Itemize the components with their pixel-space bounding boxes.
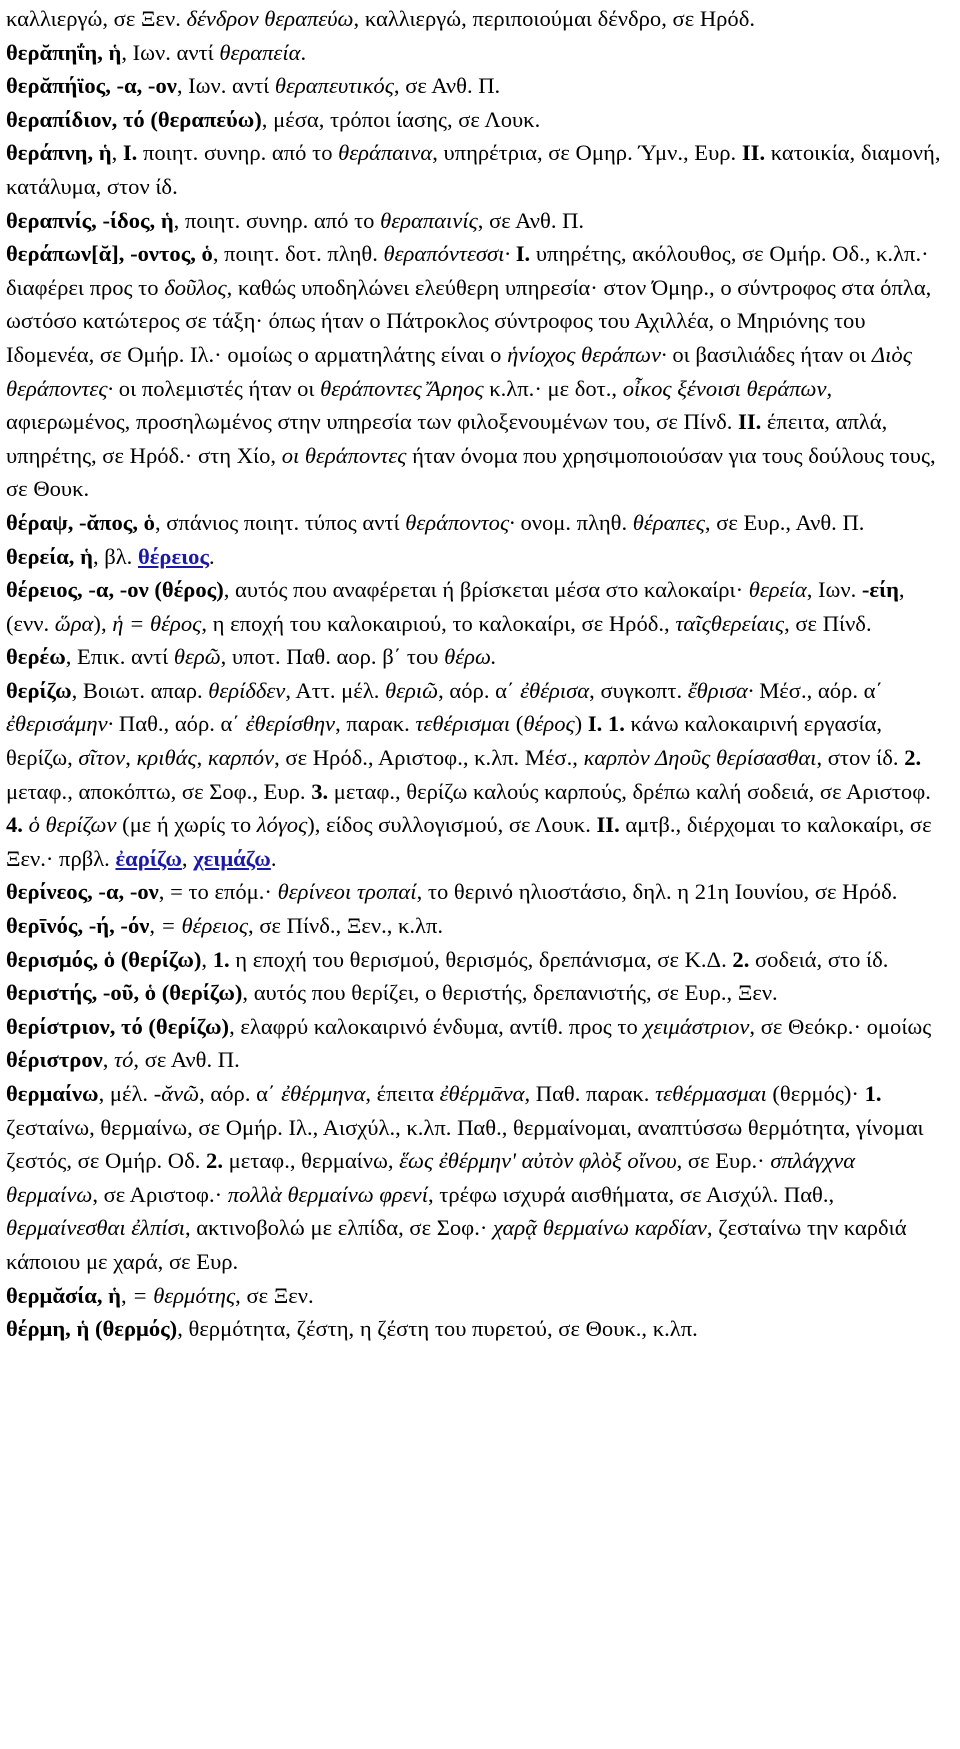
dictionary-entry: [6, 640, 948, 674]
entry-text: , ελαφρύ καλοκαιρινό ένδυμα, αντίθ. προς το: [229, 1013, 644, 1039]
dictionary-entry: [6, 204, 948, 238]
entry-headword: II.: [738, 409, 762, 435]
entry-italic-text: δένδρον θεραπεύω: [186, 6, 354, 31]
entry-italic-text: ἐθέρισα: [520, 677, 590, 703]
entry-italic-text: ἡνίοχος θεράπων·: [507, 341, 667, 367]
entry-headword: θέρειος, -α, -ον: [6, 577, 149, 603]
entry-text: , καλλιεργώ, περιποιούμαι δένδρο, σε Ηρόδ.: [353, 6, 756, 31]
entry-text: .: [300, 39, 307, 65]
dictionary-entry: [6, 540, 948, 574]
entry-text: , μέσα, τρόποι ίασης, σε Λουκ.: [261, 106, 541, 132]
entry-text: , (ενν.: [6, 577, 905, 636]
entry-text: , σε Πίνδ.: [784, 610, 872, 636]
entry-italic-text: θεριῶ: [385, 677, 439, 703]
cross-reference-link[interactable]: θέρειος: [137, 543, 210, 569]
entry-text: , σπάνιος ποιητ. τύπος αντί: [154, 509, 406, 535]
entry-headword: I.: [122, 140, 138, 166]
entry-text: , σε Πίνδ., Ξεν., κ.λπ.: [248, 913, 444, 939]
entry-headword: II.: [596, 812, 620, 838]
entry-italic-text: δοῦλος: [164, 274, 227, 300]
entry-headword: θεράπων[ᾰ], -οντος, ὁ: [6, 241, 213, 267]
entry-italic-text: θέρος: [523, 711, 575, 737]
entry-headword: 2.: [904, 745, 922, 771]
entry-text: , θερμότητα, ζέστη, η ζέστη του πυρετού, σε Θουκ., κ.λπ.: [177, 1316, 698, 1342]
entry-headword: θέραψ, -ᾰπος, ὁ: [6, 509, 155, 535]
entry-text: ,: [196, 745, 208, 771]
entry-text: , Βοιωτ. απαρ.: [71, 677, 209, 703]
entry-text: , σε Ανθ. Π.: [393, 73, 501, 99]
entry-text: , ποιητ. δοτ. πληθ.: [212, 241, 384, 267]
entry-text: , στον ίδ.: [816, 745, 905, 771]
entry-text: .: [270, 845, 277, 871]
entry-italic-text: οι θεράποντες: [281, 442, 407, 468]
entry-text: ζεσταίνω, θερμαίνω, σε Ομήρ. Ιλ., Αισχύλ., κ.λπ. Παθ., θερμαίνομαι, αναπτύσσω θερμότητα, γίνομαι ζεστός, σε Ομήρ. Οδ.: [6, 1114, 924, 1174]
entry-headword: θερεία, ἡ: [6, 543, 93, 569]
entry-text: .: [209, 543, 215, 569]
entry-italic-text: ὁ θερίζων: [28, 812, 117, 838]
entry-headword: θερῑνός, -ή, -όν: [6, 913, 150, 939]
entry-italic-text: ἐθερίσθην: [245, 711, 336, 737]
entry-text: υπηρέτης, ακόλουθος, σε Ομήρ. Οδ., κ.λπ.· διαφέρει προς το: [6, 241, 929, 300]
entry-headword: 1.: [864, 1081, 882, 1106]
dictionary-entry: [6, 1279, 948, 1313]
dictionary-entry: [6, 943, 948, 977]
dictionary-entry: [6, 976, 948, 1010]
entry-headword: (θερμός): [94, 1316, 178, 1342]
entry-text: , η εποχή του καλοκαιριού, το καλοκαίρι, σε Ηρόδ.,: [201, 610, 676, 636]
entry-text: ,: [201, 946, 213, 972]
entry-italic-text: σῖτον: [78, 745, 126, 771]
dictionary-entry: [6, 136, 948, 203]
dictionary-entry: [6, 506, 948, 540]
entry-italic-text: = θερμότης: [132, 1282, 236, 1308]
entry-text: οι πολεμιστές ήταν οι: [113, 375, 321, 401]
dictionary-entry: [6, 237, 948, 506]
entry-text: Παθ., αόρ. α΄: [113, 711, 246, 737]
dictionary-entry: [6, 875, 948, 909]
entry-text: ,: [125, 745, 137, 771]
entry-text: (: [510, 711, 524, 737]
entry-italic-text: θεραπεία: [219, 39, 301, 65]
dictionary-entry: [6, 1312, 948, 1346]
entry-text: , σε Ανθ. Π.: [133, 1047, 240, 1073]
entry-italic-text: θεραπαινίς: [380, 207, 478, 233]
entry-text: , αφιερωμένος, προσηλωμένος στην υπηρεσία των φιλοξενουμένων του, σε Πίνδ.: [6, 375, 833, 435]
entry-italic-text: θέρω.: [444, 644, 497, 670]
entry-headword: (θερίζω): [148, 1013, 230, 1039]
entry-text: , αυτός που θερίζει, ο θεριστής, δρεπανιστής, σε Ευρ., Ξεν.: [242, 980, 778, 1006]
entry-text: , μέλ.: [98, 1081, 154, 1106]
entry-headword: θεραπνίς, -ίδος, ἡ: [6, 207, 174, 233]
entry-italic-text: θεραπευτικός: [274, 73, 394, 99]
cross-reference-link[interactable]: ἐαρίζω: [115, 845, 182, 871]
entry-headword: I.: [515, 241, 531, 267]
entry-text: , σε Θεόκρ.· ομοίως: [749, 1013, 932, 1039]
entry-headword: θεράπνη, ἡ: [6, 140, 112, 166]
entry-italic-text: ἐθέρμᾱνα: [439, 1081, 525, 1106]
entry-text: μεταφ., θερίζω καλούς καρπούς, δρέπω καλή σοδειά, σε Αριστοφ.: [328, 778, 931, 804]
entry-text: ,: [149, 913, 161, 939]
entry-text: , σε Αριστοφ.·: [92, 1181, 228, 1207]
dictionary-entry: [6, 2, 948, 36]
entry-text: , καθώς υποδηλώνει ελεύθερη υπηρεσία· στον Όμηρ., ο σύντροφος στα όπλα, ωστόσο κατώτερος σε τάξη· όπως ήταν ο Πάτροκλος σύντροφος του Αχιλλέα, ο Μηριόνης του Ιδομενέα, σε Ομήρ. Ιλ.· ομοίως ο αρματηλάτης είναι ο: [6, 274, 932, 367]
entry-italic-text: θερμαίνεσθαι ἐλπίσι: [6, 1215, 185, 1241]
entry-text: μεταφ., αποκόπτω, σε Σοφ., Ευρ.: [6, 778, 312, 804]
entry-italic-text: κριθάς: [136, 745, 197, 771]
entry-text: , το θερινό ηλιοστάσιο, δηλ. η 21η Ιουνίου, σε Ηρόδ.: [416, 879, 898, 905]
entry-headword: (θερίζω): [161, 980, 243, 1006]
entry-headword: 1.: [212, 946, 230, 972]
entry-text: , ζεσταίνω την καρδιά κάποιου με χαρά, σε Ευρ.: [6, 1215, 907, 1274]
entry-italic-text: θεράποντος·: [405, 509, 515, 535]
entry-text: , Επικ. αντί: [65, 644, 174, 670]
entry-text: η εποχή του θερισμού, θερισμός, δρεπάνισμα, σε Κ.Δ.: [229, 946, 733, 972]
entry-headword: θερμᾰσία, ἡ: [6, 1282, 121, 1308]
dictionary-entry: [6, 69, 948, 103]
entry-text: , Παθ. παρακ.: [524, 1081, 656, 1106]
entry-text: ): [574, 711, 588, 737]
entry-text: , αόρ. α΄: [438, 677, 521, 703]
entry-italic-text: ἕως ἐθέρμην' αὐτὸν φλὸξ οἴνου: [399, 1148, 677, 1174]
entry-italic-text: ἐθερισάμην·: [6, 711, 114, 737]
entry-headword: θεριστής, -οῦ, ὁ: [6, 980, 157, 1006]
entry-headword: 3.: [311, 778, 329, 804]
entry-text: , σε Ευρ.·: [676, 1148, 771, 1174]
entry-text: , παρακ.: [335, 711, 416, 737]
entry-text: , έπειτα: [365, 1081, 440, 1106]
entry-text: , σε Ξεν.: [235, 1282, 314, 1308]
entry-headword: (θέρος): [154, 577, 224, 603]
entry-italic-text: τεθέρμασμαι: [655, 1081, 767, 1106]
entry-text: , υπηρέτρια, σε Ομηρ. Ύμν., Ευρ.: [432, 140, 742, 166]
entry-italic-text: θεράποντες Ἄρηος: [320, 375, 484, 401]
entry-headword: (θεραπεύω): [150, 106, 262, 132]
entry-text: , ποιητ. συνηρ. από το: [173, 207, 381, 233]
entry-italic-text: Διὸς θεράποντες·: [6, 341, 912, 401]
entry-text: σοδειά, στο ίδ.: [749, 946, 889, 972]
entry-italic-text: σπλάγχνα θερμαίνω: [6, 1148, 856, 1207]
entry-text: , συγκοπτ.: [589, 677, 688, 703]
dictionary-entry: [6, 103, 948, 137]
entry-text: ήταν όνομα που χρησιμοποιούσαν για τους δούλους τους, σε Θουκ.: [6, 442, 936, 502]
entry-italic-text: πολλὰ θερμαίνω φρενί: [227, 1181, 428, 1207]
entry-text: , = το επόμ.·: [158, 879, 278, 905]
entry-italic-text: ὥρα: [54, 610, 94, 636]
entry-italic-text: θερεία: [748, 577, 807, 603]
dictionary-entry: [6, 1010, 948, 1077]
entry-italic-text: ἐθέρμηνα: [281, 1081, 366, 1106]
entry-headword: 2.: [732, 946, 750, 972]
dictionary-entry: [6, 909, 948, 943]
entry-text: (θερμός)·: [766, 1081, 865, 1106]
entry-text: αμτβ., διέρχομαι το καλοκαίρι, σε Ξεν.· πρβλ.: [6, 812, 932, 871]
entry-text: ,: [181, 845, 194, 871]
dictionary-entry: [6, 1077, 948, 1279]
entry-text: έπειτα, απλά, υπηρέτης, σε Ηρόδ.· στη Χίο,: [6, 409, 888, 468]
entry-text: , σε Ανθ. Π.: [477, 207, 585, 233]
entry-headword: θερέω: [6, 644, 66, 670]
entry-text: ), είδος συλλογισμού, σε Λουκ.: [307, 812, 597, 838]
entry-text: , σε Ηρόδ., Αριστοφ., κ.λπ. Μέσ.,: [274, 745, 584, 771]
dictionary-entry: [6, 573, 948, 640]
entry-text: ποιητ. συνηρ. από το: [137, 140, 339, 166]
entry-italic-text: λόγος: [256, 812, 308, 838]
entry-text: ),: [93, 610, 113, 636]
entry-italic-text: οἶκος ξένοισι θεράπων: [622, 375, 827, 401]
entry-text: ονομ. πληθ.: [514, 509, 633, 535]
entry-headword: I. 1.: [587, 711, 625, 737]
entry-text: ,: [121, 1282, 133, 1308]
entry-italic-text: θέραπες: [632, 509, 705, 535]
entry-headword: θερᾰπηΐη, ἡ: [6, 39, 122, 65]
entry-text: καλλιεργώ, σε Ξεν.: [6, 6, 187, 31]
entry-headword: (θερίζω): [120, 946, 202, 972]
entry-italic-text: ἔθρισα·: [687, 677, 754, 703]
entry-headword: II.: [741, 140, 766, 166]
entry-text: ,: [111, 140, 123, 166]
entry-text: , Ιων. αντί: [176, 73, 275, 99]
entry-italic-text: θερίδδεν: [208, 677, 286, 703]
entry-italic-text: καρπόν: [207, 745, 275, 771]
entry-text: κάνω καλοκαιρινή εργασία, θερίζω,: [6, 711, 883, 771]
dictionary-entry: [6, 674, 948, 876]
entry-text: κ.λπ.· με δοτ.,: [483, 375, 623, 401]
dictionary-entry: [6, 36, 948, 70]
entry-italic-text: τεθέρισμαι: [415, 711, 511, 737]
entry-text: ,: [102, 1047, 115, 1073]
entry-headword: 2.: [206, 1148, 223, 1174]
entry-text: , βλ.: [92, 543, 138, 569]
entry-italic-text: χειμάστριον: [643, 1013, 750, 1039]
entry-text: (με ή χωρίς το: [116, 812, 257, 838]
entry-headword: θερίνεος, -α, -ον: [6, 879, 159, 905]
entry-headword: θερμαίνω: [6, 1081, 99, 1106]
entry-text: οι βασιλιάδες ήταν οι: [666, 341, 872, 367]
entry-italic-text: θεράπαινα: [338, 140, 433, 166]
entry-headword: θερᾰπήϊος, -α, -ον: [6, 73, 177, 99]
entry-text: Μέσ., αόρ. α΄: [753, 677, 883, 703]
entry-text: κατοικία, διαμονή, κατάλυμα, στον ίδ.: [6, 140, 941, 199]
entry-text: , Ιων.: [806, 577, 862, 603]
entry-headword: 4.: [6, 812, 23, 838]
entry-text: , Ιων. αντί: [121, 39, 220, 65]
cross-reference-link[interactable]: χειμάζω: [193, 845, 271, 871]
entry-headword: θερίζω: [6, 677, 72, 703]
entry-italic-text: τό: [114, 1047, 134, 1073]
entry-italic-text: χαρᾷ θερμαίνω καρδίαν: [493, 1215, 707, 1241]
entry-text: , υποτ. Παθ. αορ. β΄ του: [220, 644, 445, 670]
entry-italic-text: = θέρειος: [160, 913, 249, 939]
entry-italic-text: καρπὸν Δηοῦς θερίσασθαι: [583, 745, 817, 771]
entry-text: , ακτινοβολώ με ελπίδα, σε Σοφ.·: [185, 1215, 494, 1241]
entry-headword: θερισμός, ὁ: [6, 946, 116, 972]
entry-italic-text: θεραπόντεσσι·: [383, 241, 511, 267]
entry-text: , αυτός που αναφέρεται ή βρίσκεται μέσα στο καλοκαίρι·: [223, 577, 749, 603]
entry-headword: θέρμη, ἡ: [6, 1316, 90, 1342]
entry-headword: θέριστρον: [6, 1047, 103, 1073]
entry-text: , Αττ. μέλ.: [285, 677, 386, 703]
entry-italic-text: θερῶ: [173, 644, 221, 670]
entry-text: μεταφ., θερμαίνω,: [223, 1148, 400, 1174]
entry-italic-text: ἡ = θέρος: [112, 610, 202, 636]
entry-headword: θερίστριον, τό: [6, 1013, 143, 1039]
entry-italic-text: θερίνεοι τροπαί: [277, 879, 417, 905]
entry-italic-text: ταῖςθερείαις: [675, 610, 785, 636]
entry-text: , τρέφω ισχυρά αισθήματα, σε Αισχύλ. Παθ.,: [427, 1181, 835, 1207]
entry-text: , σε Ευρ., Ανθ. Π.: [704, 509, 865, 535]
entry-headword: θεραπίδιον, τό: [6, 106, 145, 132]
entry-text: , αόρ. α΄: [199, 1081, 282, 1106]
entry-headword: -είη: [861, 577, 899, 603]
entry-italic-text: -ᾰνῶ: [153, 1081, 200, 1106]
